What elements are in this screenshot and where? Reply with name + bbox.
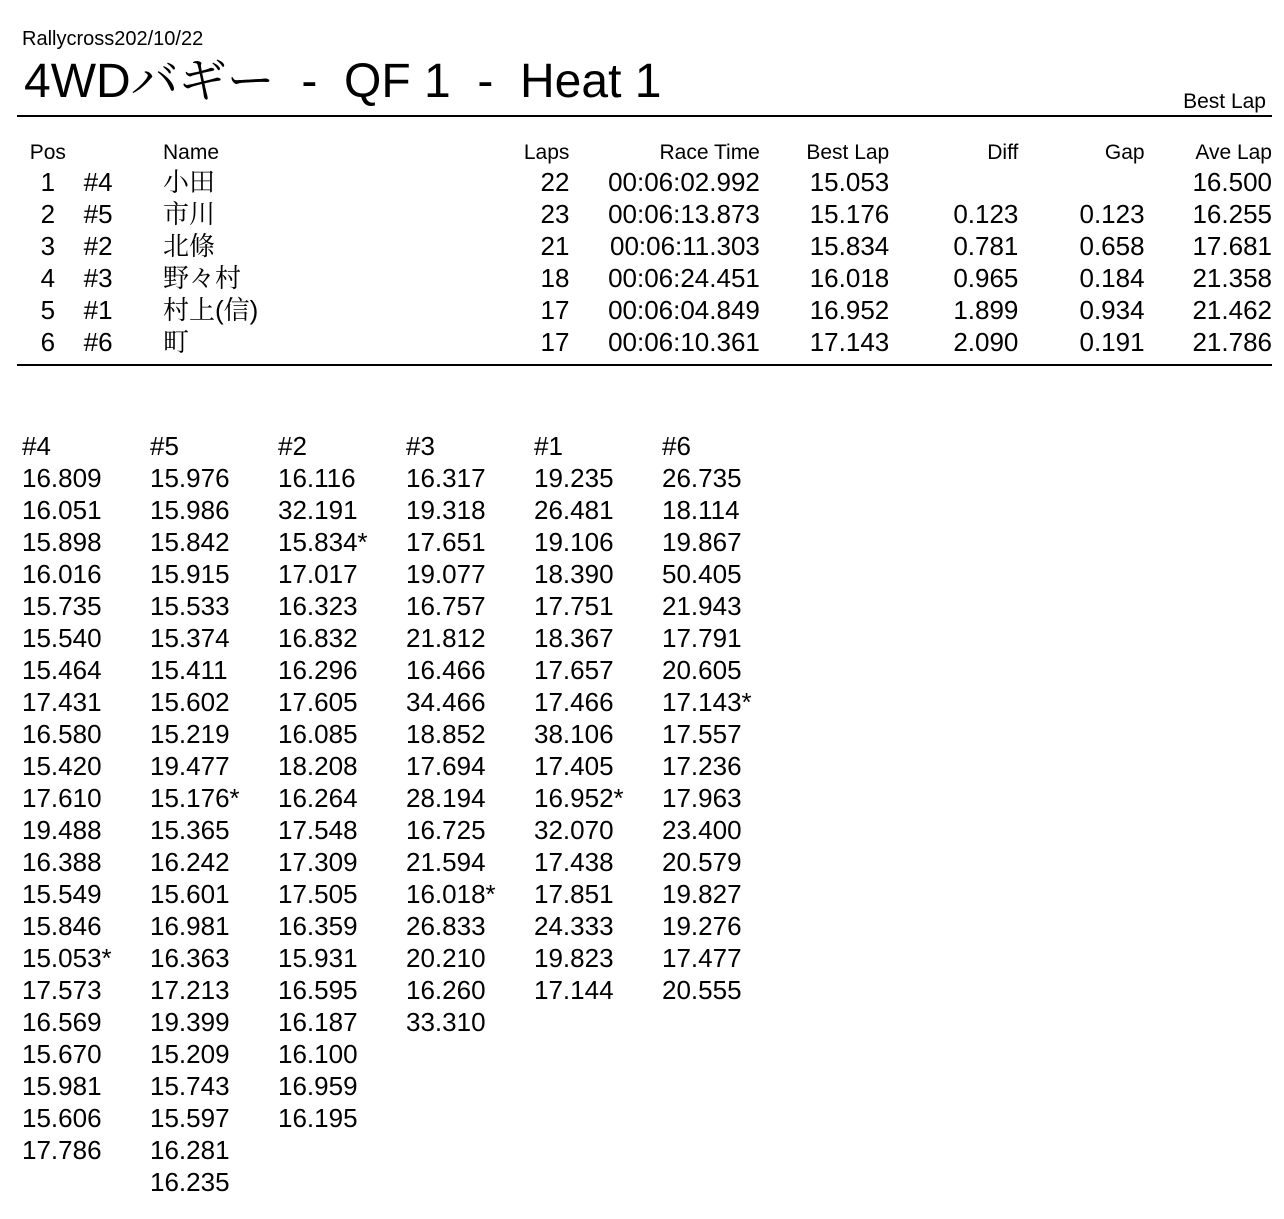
event-name: Rallycross202/10/22	[22, 28, 204, 50]
best-lap-cell: 16.018	[809, 263, 890, 293]
lap-time: 38.106	[534, 719, 614, 749]
lap-time: 16.959	[278, 1071, 358, 1101]
lap-time: 17.657	[534, 655, 614, 685]
lap-time: 16.569	[22, 1007, 102, 1037]
race-time-cell: 00:06:24.451	[608, 263, 760, 293]
car-number-cell: #6	[83, 327, 113, 357]
results-body	[18, 166, 1272, 358]
lap-time: 20.605	[662, 655, 742, 685]
lap-time: 16.281	[150, 1135, 230, 1165]
lap-time: 15.915	[150, 559, 230, 589]
lap-time: 16.235	[150, 1167, 230, 1197]
lap-time: 15.743	[150, 1071, 230, 1101]
lap-time: 15.053*	[22, 943, 112, 973]
lap-time: 15.898	[22, 527, 102, 557]
diff-cell: 0.781	[953, 231, 1019, 261]
car-number-cell: #3	[83, 263, 113, 293]
position-cell: 1	[40, 167, 56, 197]
lap-time: 16.051	[22, 495, 102, 525]
average-lap-cell: 17.681	[1192, 231, 1272, 261]
table-row	[18, 230, 1272, 262]
gap-cell: 0.184	[1079, 263, 1145, 293]
lap-time: 26.735	[662, 463, 742, 493]
lap-time: 21.943	[662, 591, 742, 621]
lap-time: 16.242	[150, 847, 230, 877]
lap-time: 15.670	[22, 1039, 102, 1069]
lap-time: 34.466	[406, 687, 486, 717]
lap-time: 20.555	[662, 975, 742, 1005]
lap-time: 15.597	[150, 1103, 230, 1133]
lap-time: 15.540	[22, 623, 102, 653]
position-cell: 3	[40, 231, 56, 261]
lap-time: 16.725	[406, 815, 486, 845]
table-row	[18, 294, 1272, 326]
average-lap-cell: 16.255	[1192, 199, 1272, 229]
lap-time: 15.464	[22, 655, 102, 685]
header-name: Name	[162, 141, 220, 164]
lap-count-cell: 18	[540, 263, 570, 293]
lap-time: 15.374	[150, 623, 230, 653]
header-gap: Gap	[1104, 141, 1145, 164]
lap-count-cell: 21	[540, 231, 570, 261]
car-number-cell: #5	[83, 199, 113, 229]
driver-name-cell: 小田	[162, 167, 215, 197]
car-number-cell: #4	[83, 167, 113, 197]
lap-column-header: #5	[150, 431, 179, 461]
lap-time: 19.477	[150, 751, 230, 781]
best-lap-cell: 16.952	[809, 295, 890, 325]
lap-time: 16.981	[150, 911, 230, 941]
lap-time: 16.757	[406, 591, 486, 621]
lap-time: 15.846	[22, 911, 102, 941]
header-race-time: Race Time	[659, 141, 760, 164]
page-title: 4WDバギー - QF 1 - Heat 1	[24, 55, 662, 108]
lap-time: 17.557	[662, 719, 742, 749]
lap-count-cell: 17	[540, 327, 570, 357]
lap-time: 19.827	[662, 879, 742, 909]
sort-label: Best Lap	[1183, 90, 1266, 113]
lap-time: 17.477	[662, 943, 742, 973]
lap-time: 16.809	[22, 463, 102, 493]
lap-time: 15.176*	[150, 783, 240, 813]
top-divider	[17, 115, 1272, 117]
results-header-row	[18, 140, 1272, 166]
gap-cell: 0.191	[1079, 327, 1145, 357]
race-time-cell: 00:06:04.849	[608, 295, 760, 325]
lap-time: 18.852	[406, 719, 486, 749]
lap-column	[534, 430, 662, 1198]
lap-time: 16.100	[278, 1039, 358, 1069]
lap-time: 16.359	[278, 911, 358, 941]
driver-name-cell: 町	[162, 327, 189, 357]
car-number-cell: #1	[83, 295, 113, 325]
position-cell: 5	[40, 295, 56, 325]
lap-time: 17.963	[662, 783, 742, 813]
lap-time: 16.832	[278, 623, 358, 653]
lap-time: 18.208	[278, 751, 358, 781]
lap-time: 16.323	[278, 591, 358, 621]
header-laps: Laps	[523, 141, 570, 164]
lap-time: 21.594	[406, 847, 486, 877]
best-lap-cell: 17.143	[809, 327, 890, 357]
lap-time: 16.260	[406, 975, 486, 1005]
race-time-cell: 00:06:10.361	[608, 327, 760, 357]
average-lap-cell: 16.500	[1192, 167, 1272, 197]
lap-time: 17.851	[534, 879, 614, 909]
lap-time: 20.210	[406, 943, 486, 973]
best-lap-cell: 15.053	[809, 167, 890, 197]
lap-time: 17.791	[662, 623, 742, 653]
lap-count-cell: 17	[540, 295, 570, 325]
average-lap-cell: 21.462	[1192, 295, 1272, 325]
header-diff: Diff	[987, 141, 1019, 164]
table-row	[18, 262, 1272, 294]
lap-column-header: #1	[534, 431, 563, 461]
lap-time: 16.952*	[534, 783, 624, 813]
lap-column-header: #4	[22, 431, 51, 461]
lap-time: 15.209	[150, 1039, 230, 1069]
lap-time: 17.786	[22, 1135, 102, 1165]
lap-time: 16.085	[278, 719, 358, 749]
lap-time: 15.601	[150, 879, 230, 909]
driver-name-cell: 村上(信)	[162, 295, 259, 325]
lap-column-header: #3	[406, 431, 435, 461]
lap-time: 15.834*	[278, 527, 368, 557]
lap-time: 17.431	[22, 687, 102, 717]
table-row	[18, 166, 1272, 198]
lap-time: 21.812	[406, 623, 486, 653]
driver-name-cell: 市川	[162, 199, 215, 229]
lap-time: 18.367	[534, 623, 614, 653]
lap-time: 20.579	[662, 847, 742, 877]
lap-time: 15.365	[150, 815, 230, 845]
lap-time: 16.195	[278, 1103, 358, 1133]
lap-column	[150, 430, 278, 1198]
lap-time: 15.411	[150, 655, 228, 685]
results-table	[18, 140, 1272, 358]
lap-time: 16.466	[406, 655, 486, 685]
lap-time: 17.751	[534, 591, 614, 621]
lap-times-grid	[22, 430, 790, 1198]
race-time-cell: 00:06:02.992	[608, 167, 760, 197]
lap-time: 15.931	[278, 943, 358, 973]
gap-cell: 0.934	[1079, 295, 1145, 325]
lap-time: 17.405	[534, 751, 614, 781]
lap-column-header: #6	[662, 431, 691, 461]
lap-time: 17.438	[534, 847, 614, 877]
diff-cell: 0.123	[953, 199, 1019, 229]
lap-column-header: #2	[278, 431, 307, 461]
gap-cell	[1018, 166, 1144, 198]
header-number	[78, 140, 163, 166]
lap-time: 15.420	[22, 751, 102, 781]
lap-time: 17.505	[278, 879, 358, 909]
lap-time: 24.333	[534, 911, 614, 941]
header-pos: Pos	[29, 141, 66, 164]
lap-time: 17.213	[150, 975, 230, 1005]
lap-time: 17.573	[22, 975, 102, 1005]
lap-column	[278, 430, 406, 1198]
lap-column	[22, 430, 150, 1198]
lap-time: 16.018*	[406, 879, 496, 909]
lap-time: 16.580	[22, 719, 102, 749]
lap-time: 32.070	[534, 815, 614, 845]
lap-time: 15.219	[150, 719, 230, 749]
best-lap-cell: 15.176	[809, 199, 890, 229]
race-time-cell: 00:06:13.873	[608, 199, 760, 229]
lap-time: 19.106	[534, 527, 614, 557]
lap-time: 18.114	[662, 495, 740, 525]
lap-time: 19.823	[534, 943, 614, 973]
driver-name-cell: 北條	[162, 231, 215, 261]
lap-time: 26.833	[406, 911, 486, 941]
lap-time: 19.399	[150, 1007, 230, 1037]
lap-time: 23.400	[662, 815, 742, 845]
lap-time: 15.981	[22, 1071, 102, 1101]
lap-time: 16.016	[22, 559, 102, 589]
lap-time: 16.116	[278, 463, 356, 493]
lap-time: 17.466	[534, 687, 614, 717]
average-lap-cell: 21.786	[1192, 327, 1272, 357]
lap-time: 33.310	[406, 1007, 486, 1037]
table-row	[18, 198, 1272, 230]
lap-time: 19.488	[22, 815, 102, 845]
diff-cell: 2.090	[953, 327, 1019, 357]
lap-time: 17.610	[22, 783, 102, 813]
gap-cell: 0.658	[1079, 231, 1145, 261]
lap-time: 19.867	[662, 527, 742, 557]
lap-time: 17.651	[406, 527, 486, 557]
position-cell: 2	[40, 199, 56, 229]
average-lap-cell: 21.358	[1192, 263, 1272, 293]
lap-time: 15.976	[150, 463, 230, 493]
bottom-divider	[17, 364, 1272, 366]
lap-time: 17.309	[278, 847, 358, 877]
lap-time: 15.842	[150, 527, 230, 557]
diff-cell: 0.965	[953, 263, 1019, 293]
position-cell: 4	[40, 263, 56, 293]
lap-time: 32.191	[278, 495, 358, 525]
lap-time: 16.264	[278, 783, 358, 813]
lap-time: 17.694	[406, 751, 486, 781]
lap-count-cell: 23	[540, 199, 570, 229]
lap-time: 19.077	[406, 559, 486, 589]
header-ave-lap: Ave Lap	[1195, 141, 1272, 164]
lap-time: 16.363	[150, 943, 230, 973]
lap-time: 15.735	[22, 591, 102, 621]
table-row	[18, 326, 1272, 358]
car-number-cell: #2	[83, 231, 113, 261]
lap-time: 15.602	[150, 687, 230, 717]
gap-cell: 0.123	[1079, 199, 1145, 229]
lap-count-cell: 22	[540, 167, 570, 197]
lap-time: 15.986	[150, 495, 230, 525]
lap-time: 17.605	[278, 687, 358, 717]
lap-time: 16.595	[278, 975, 358, 1005]
lap-time: 19.318	[406, 495, 486, 525]
lap-time: 50.405	[662, 559, 742, 589]
race-time-cell: 00:06:11.303	[609, 231, 760, 261]
lap-time: 15.533	[150, 591, 230, 621]
lap-time: 16.388	[22, 847, 102, 877]
lap-time: 16.187	[278, 1007, 358, 1037]
lap-time: 17.548	[278, 815, 358, 845]
header-best-lap: Best Lap	[806, 141, 890, 164]
lap-time: 16.296	[278, 655, 358, 685]
lap-column	[662, 430, 790, 1198]
position-cell: 6	[40, 327, 56, 357]
diff-cell: 1.899	[953, 295, 1019, 325]
lap-column	[406, 430, 534, 1198]
lap-time: 26.481	[534, 495, 614, 525]
driver-name-cell: 野々村	[162, 263, 241, 293]
lap-time: 17.143*	[662, 687, 752, 717]
lap-time: 15.549	[22, 879, 102, 909]
lap-time: 19.235	[534, 463, 614, 493]
lap-time: 28.194	[406, 783, 486, 813]
lap-time: 17.236	[662, 751, 742, 781]
lap-time: 15.606	[22, 1103, 102, 1133]
lap-time: 16.317	[406, 463, 486, 493]
lap-time: 19.276	[662, 911, 742, 941]
lap-time: 17.017	[278, 559, 358, 589]
lap-time: 17.144	[534, 975, 614, 1005]
lap-time: 18.390	[534, 559, 614, 589]
best-lap-cell: 15.834	[809, 231, 890, 261]
diff-cell	[889, 166, 1018, 198]
